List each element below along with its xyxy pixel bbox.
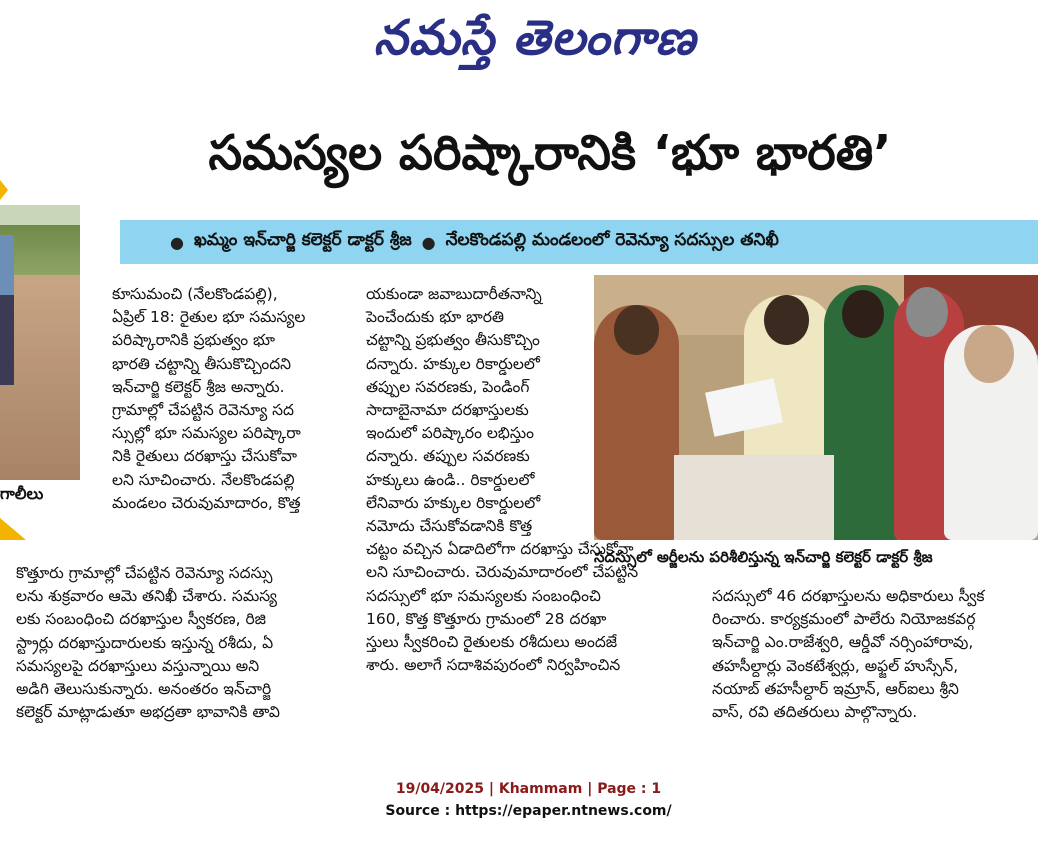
- article-line: వాస్, రవి తదితరులు పాల్గొన్నారు.: [712, 703, 918, 722]
- article-line: ఇన్‌చార్జి కలెక్టర్ శ్రీజ అన్నారు.: [112, 377, 285, 396]
- subheadline-bar: [120, 220, 1038, 264]
- article-line: శారు. అలాగే సదాశివపురంలో నిర్వహించిన: [366, 656, 621, 675]
- article-column-2: [366, 283, 638, 677]
- article-line: యకుండా జవాబుదారీతనాన్ని: [366, 285, 542, 303]
- subheadline-2: నేలకొండపల్లి మండలంలో రెవెన్యూ సదస్సుల తనిఖీ: [445, 230, 779, 250]
- article-line: స్సుల్లో భూ సమస్యల పరిష్కారా: [112, 424, 301, 443]
- article-line: తప్పుల సవరణకు, పెండింగ్: [366, 377, 530, 396]
- article-line: పెంచేందుకు భూ భారతి: [366, 308, 505, 327]
- article-line: 160, కొత్త కొత్తూరు గ్రామంలో 28 దరఖా: [366, 609, 607, 628]
- article-line: దన్నారు. హక్కుల రికార్డులలో: [366, 354, 540, 373]
- article-line: భారతి చట్టాన్ని తీసుకొచ్చిందని: [112, 354, 292, 373]
- article-line: ఇందులో పరిష్కారం లభిస్తుం: [366, 424, 534, 443]
- article-line: లేనివారు హక్కుల రికార్డులలో: [366, 493, 541, 512]
- article-line: నయాబ్ తహసీల్దార్ ఇమ్రాన్, ఆర్ఐలు శ్రీని: [712, 679, 959, 698]
- article-line: అడిగి తెలుసుకున్నారు. అనంతరం ఇన్‌చార్జి: [16, 680, 272, 699]
- footer-date-line: 19/04/2025 | Khammam | Page : 1: [395, 781, 662, 797]
- bullet-icon: ●: [421, 232, 436, 252]
- article-line: లకు సంబంధించి దరఖాస్తుల స్వీకరణ, రిజి: [16, 610, 266, 629]
- article-line: సాదాబైనామా దరఖాస్తులకు: [366, 401, 529, 420]
- article-line: తహసీల్దార్లు వెంకటేశ్వర్లు, అఫ్జల్ హుస్సేన్,: [712, 656, 959, 675]
- footer-source-line: Source : https://epaper.ntnews.com/: [385, 803, 672, 819]
- article-column-3: [712, 585, 984, 724]
- article-line: రించారు. కార్యక్రమంలో పాలేరు నియోజకవర్గ: [712, 610, 976, 629]
- article-line: హక్కులు ఉండి.. రికార్డులలో: [366, 470, 535, 489]
- article-line: లని సూచించారు. చెరువుమాదారంలో చేపట్టిన: [366, 563, 639, 582]
- article-line: లని సూచించారు. నేలకొండపల్లి: [112, 470, 295, 489]
- accent-shape: [0, 518, 26, 540]
- article-line: కలెక్టర్ మాట్లాడుతూ అభద్రతా భావానికి తావి: [16, 703, 280, 722]
- article-line: కొత్తూరు గ్రామాల్లో చేపట్టిన రెవెన్యూ సదస్సు: [16, 564, 273, 582]
- article-line: ఇన్‌చార్జి ఎం.రాజేశ్వరి, ఆర్డీవో నర్సింహారావు,: [712, 633, 974, 652]
- article-headline: సమస్యల పరిష్కారానికి ‘భూ భారతి’: [208, 125, 892, 181]
- subheadline-1: ఖమ్మం ఇన్‌చార్జి కలెక్టర్ డాక్టర్ శ్రీజ: [193, 230, 412, 250]
- article-line: సదస్సులో 46 దరఖాస్తులను అధికారులు స్వీక: [712, 587, 985, 605]
- article-line: చట్టాన్ని ప్రభుత్వం తీసుకొచ్చిం: [366, 331, 540, 350]
- bullet-icon: ●: [170, 232, 184, 252]
- article-photo: [594, 275, 1038, 540]
- article-line: చట్టం వచ్చిన ఏడాదిలోగా దరఖాస్తు చేసుకోవా: [366, 540, 634, 559]
- article-line: కూసుమంచి (నేలకొండపల్లి),: [112, 285, 278, 303]
- article-line: స్ట్రార్లు దరఖాస్తుదారులకు ఇస్తున్న రశీదు, ఏ: [16, 633, 274, 652]
- accent-shape: [0, 180, 8, 200]
- photo-caption: సదస్సులో అర్జీలను పరిశీలిస్తున్న ఇన్‌చార్జి కలెక్టర్ డాక్టర్ శ్రీజ: [594, 548, 933, 566]
- article-line: స్తులు స్వీకరించి రైతులకు రశీదులు అందజే: [366, 633, 618, 652]
- article-line: లను శుక్రవారం ఆమె తనిఖీ చేశారు. సమస్య: [16, 587, 278, 606]
- newspaper-masthead: నమస్తే తెలంగాణ: [373, 10, 697, 66]
- left-photo-caption: గాలీలు: [0, 484, 44, 503]
- article-line: గ్రామాల్లో చేపట్టిన రెవెన్యూ సద: [112, 401, 294, 420]
- article-column-1-top: [112, 283, 305, 515]
- article-column-1-bottom: [16, 562, 280, 724]
- article-line: సమస్యలపై దరఖాస్తులు వస్తున్నాయి అని: [16, 656, 260, 675]
- left-photo-fragment: [0, 205, 80, 480]
- article-line: మండలం చెరువుమాదారం, కొత్త: [112, 493, 301, 512]
- article-line: ఏప్రిల్ 18: రైతుల భూ సమస్యల: [112, 308, 306, 327]
- article-line: దన్నారు. తప్పుల సవరణకు: [366, 447, 530, 466]
- article-line: సదస్సులో భూ సమస్యలకు సంబంధించి: [366, 586, 601, 605]
- article-line: నికి రైతులు దరఖాస్తు చేసుకోవా: [112, 447, 297, 466]
- article-line: పరిష్కారానికి ప్రభుత్వం భూ: [112, 331, 276, 350]
- article-line: నమోదు చేసుకోవడానికి కొత్త: [366, 517, 533, 536]
